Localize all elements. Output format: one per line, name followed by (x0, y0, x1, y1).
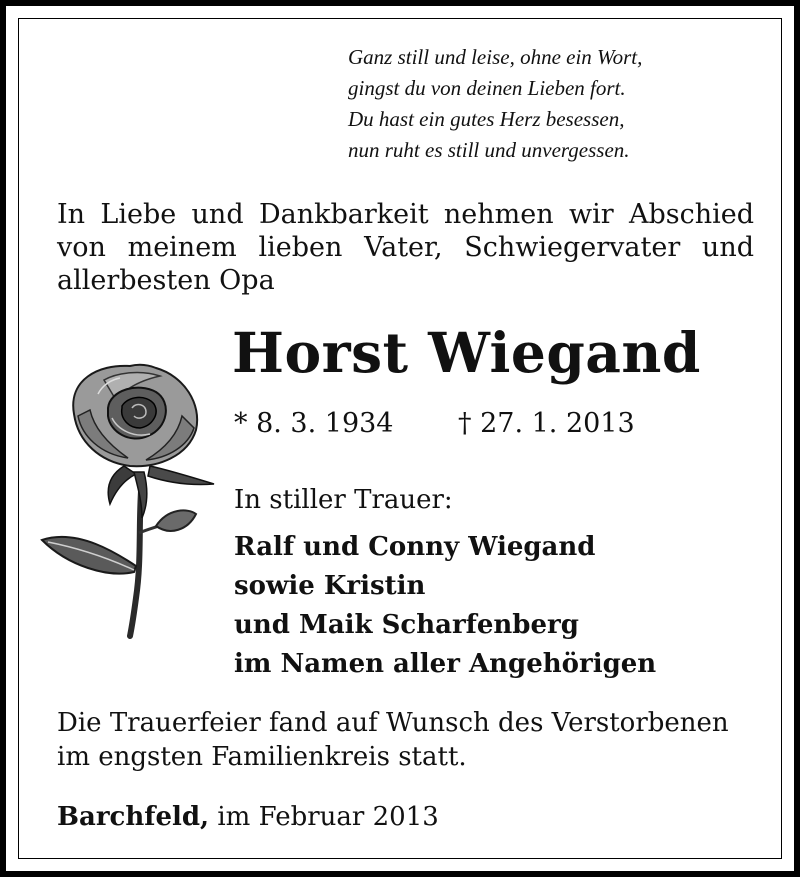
mourner-line: im Namen aller Angehörigen (234, 649, 657, 679)
life-dates (234, 406, 754, 442)
closing-place: Barchfeld, (57, 802, 210, 832)
mourners-list (234, 528, 754, 684)
closing-line (57, 799, 657, 835)
mourning-label: In stiller Trauer: (234, 485, 453, 515)
closing-date: im Februar 2013 (217, 802, 439, 832)
funeral-note (57, 706, 757, 774)
poem-line: nun ruht es still und unvergessen. (348, 138, 630, 162)
mourner-line: sowie Kristin (234, 571, 426, 601)
birth-date: * 8. 3. 1934 (234, 408, 394, 439)
poem (348, 42, 768, 166)
intro-text: In Liebe und Dankbarkeit nehmen wir Abschied von meinem lieben Vater, Schwiegervater und allerbesten Opa (57, 199, 754, 296)
poem-line: gingst du von deinen Lieben fort. (348, 76, 626, 100)
poem-line: Ganz still und leise, ohne ein Wort, (348, 45, 643, 69)
deceased-name: Horst Wiegand (232, 320, 701, 385)
funeral-line: im engsten Familienkreis statt. (57, 742, 467, 772)
death-date: † 27. 1. 2013 (458, 408, 635, 439)
poem-line: Du hast ein gutes Herz besessen, (348, 107, 625, 131)
mourner-line: und Maik Scharfenberg (234, 610, 579, 640)
mourner-line: Ralf und Conny Wiegand (234, 532, 596, 562)
rose-icon (38, 358, 223, 640)
funeral-line: Die Trauerfeier fand auf Wunsch des Verstorbenen (57, 708, 729, 738)
